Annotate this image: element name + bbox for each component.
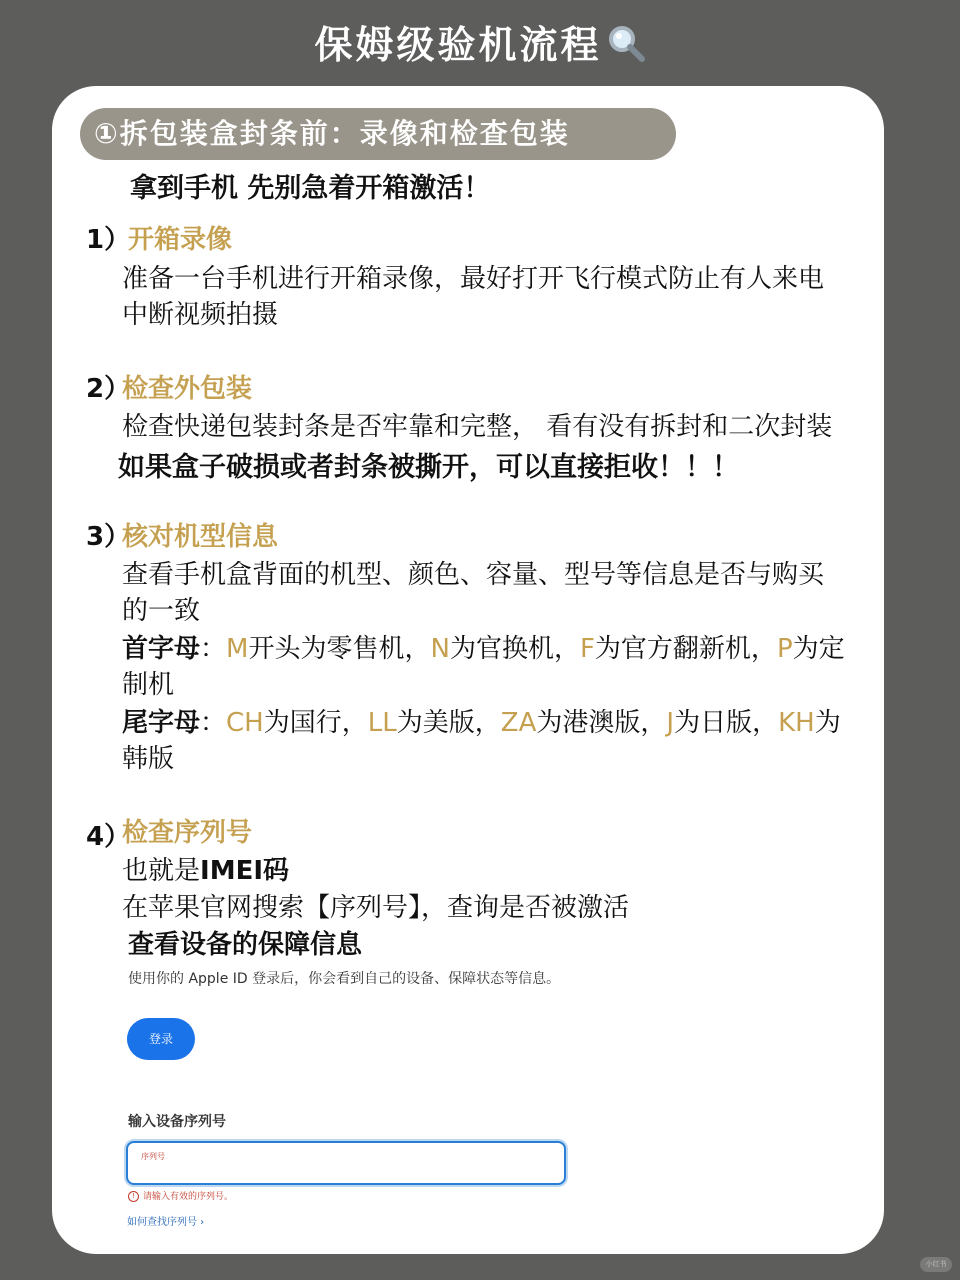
tail-letter-sep: ： <box>200 708 227 738</box>
code-n-text: 为官换机， <box>449 634 580 664</box>
code-f-text: 为官方翻新机， <box>594 634 777 664</box>
step2-title: 检查外包装 <box>122 374 253 404</box>
code-za-text: 为港澳版， <box>536 708 667 738</box>
code-za: ZA <box>500 708 537 738</box>
title-text: 保姆级验机流程 <box>314 23 602 67</box>
first-letter-cont: 制机 <box>122 670 175 700</box>
step1-line2: 中断视频拍摄 <box>122 300 279 330</box>
step4-number: 4） <box>86 822 131 852</box>
serial-field[interactable] <box>126 1141 566 1185</box>
code-f: F <box>579 634 595 664</box>
magnifier-icon <box>606 23 646 72</box>
tail-letter-cont: 韩版 <box>122 744 175 774</box>
code-kh-text: 为 <box>814 708 841 738</box>
step4-line2: 在苹果官网搜索【序列号】，查询是否被激活 <box>122 893 630 923</box>
login-button[interactable]: 登录 <box>127 1018 195 1060</box>
tail-letter-label: 尾字母 <box>122 708 201 738</box>
code-n: N <box>430 634 450 664</box>
step3-line1: 查看手机盒背面的机型、颜色、容量、型号等信息是否与购买 <box>122 560 825 590</box>
imei-bold: IMEI码 <box>200 856 289 886</box>
code-m: M <box>226 634 249 664</box>
code-ch: CH <box>226 708 264 738</box>
step2-line1: 检查快递包装封条是否牢靠和完整， 看有没有拆封和二次封装 <box>122 412 833 442</box>
step4-title: 检查序列号 <box>122 818 253 848</box>
error-icon: ! <box>128 1191 139 1202</box>
tail-letter-row <box>122 702 841 739</box>
step1-number: 1） <box>86 225 131 255</box>
apple-desc: 使用你的 Apple ID 登录后，你会看到自己的设备、保障状态等信息。 <box>128 971 561 987</box>
code-ll: LL <box>367 708 397 738</box>
serial-error <box>128 1189 233 1202</box>
section-subtitle: 拿到手机 先别急着开箱激活！ <box>130 173 491 204</box>
code-p-text: 为定 <box>792 634 845 664</box>
step1-line1: 准备一台手机进行开箱录像，最好打开飞行模式防止有人来电 <box>122 264 825 294</box>
first-letter-row <box>122 628 845 665</box>
step3-line2: 的一致 <box>122 596 201 626</box>
serial-placeholder: 序列号 <box>141 1152 165 1161</box>
watermark-badge: 小红书 <box>920 1257 952 1272</box>
code-j: J <box>666 708 675 738</box>
code-ch-text: 为国行， <box>263 708 368 738</box>
serial-input[interactable] <box>140 1159 544 1181</box>
step3-number: 3） <box>86 522 131 552</box>
first-letter-label: 首字母 <box>122 634 201 664</box>
section-pill: ①拆包装盒封条前：录像和检查包装 <box>80 108 676 160</box>
serial-heading: 输入设备序列号 <box>128 1114 226 1130</box>
code-ll-text: 为美版， <box>396 708 501 738</box>
imei-prefix: 也就是 <box>122 856 201 886</box>
code-m-text: 开头为零售机， <box>248 634 431 664</box>
page-title <box>0 14 960 72</box>
step2-warning: 如果盒子破损或者封条被撕开，可以直接拒收！！！ <box>118 452 739 483</box>
code-kh: KH <box>778 708 815 738</box>
apple-heading: 查看设备的保障信息 <box>128 930 363 960</box>
step2-number: 2） <box>86 374 131 404</box>
find-serial-link[interactable]: 如何查找序列号 › <box>127 1217 205 1228</box>
first-letter-sep: ： <box>200 634 227 664</box>
step4-imei <box>122 850 289 887</box>
error-text: 请输入有效的序列号。 <box>143 1192 234 1202</box>
code-j-text: 为日版， <box>674 708 779 738</box>
code-p: P <box>776 634 793 664</box>
step1-title: 开箱录像 <box>128 225 233 255</box>
step3-title: 核对机型信息 <box>122 522 279 552</box>
